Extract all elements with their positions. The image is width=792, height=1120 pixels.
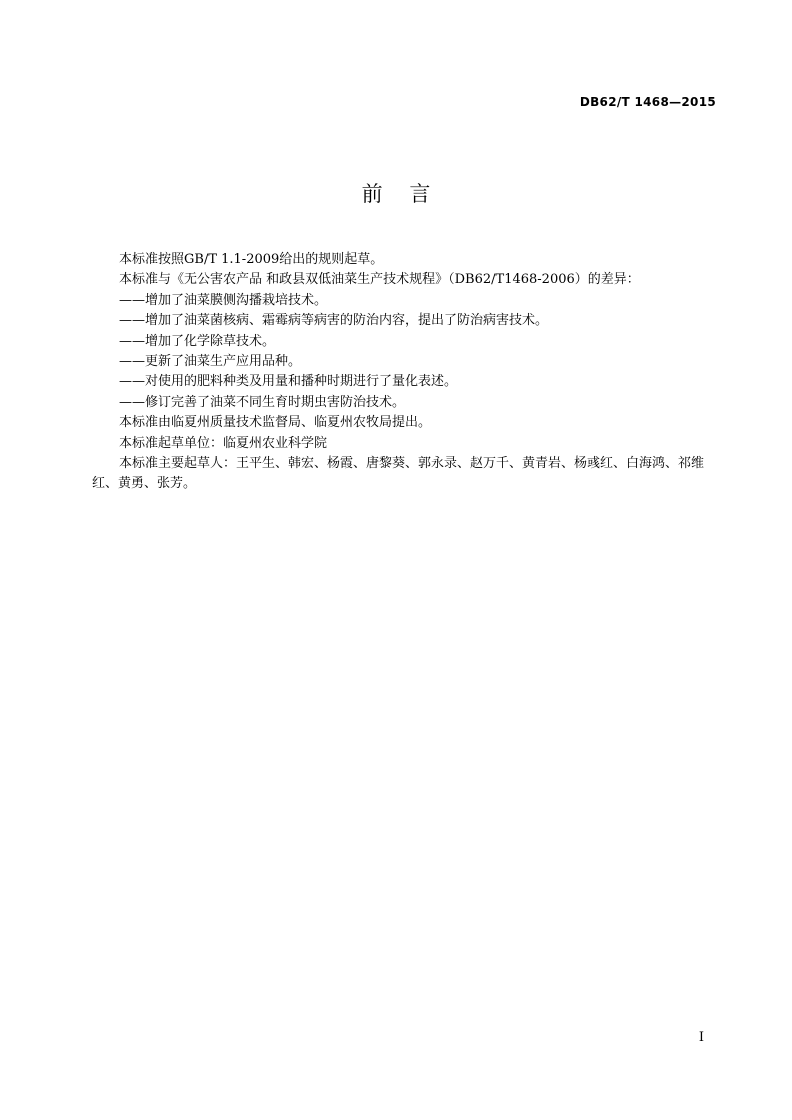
paragraph-drafters: 本标准主要起草人：王平生、韩宏、杨霞、唐黎葵、郭永录、赵万千、黄青岩、杨彧红、白海鸿、祁维红、黄勇、张芳。 bbox=[92, 456, 705, 492]
foreword-body bbox=[92, 250, 720, 495]
paragraph-drafting-unit: 本标准起草单位：临夏州农业科学院 bbox=[119, 435, 328, 451]
paragraph-proposer: 本标准由临夏州质量技术监督局、临夏州农牧局提出。 bbox=[119, 415, 432, 431]
page-title: 前 言 bbox=[361, 182, 431, 206]
list-item-pest-control: ——修订完善了油菜不同生育时期虫害防治技术。 bbox=[119, 394, 406, 410]
paragraph-differences-intro: 本标准与《无公害农产品 和政县双低油菜生产技术规程》（DB62/T1468-2006）的差异： bbox=[119, 272, 640, 288]
paragraph-drafting-rules: 本标准按照GB/T 1.1-2009给出的规则起草。 bbox=[119, 252, 384, 267]
list-item-film-furrow: ——增加了油菜膜侧沟播栽培技术。 bbox=[119, 292, 328, 308]
page-number: I bbox=[698, 1030, 704, 1045]
document-code: DB62/T 1468—2015 bbox=[579, 95, 716, 109]
list-item-fertilizer: ——对使用的肥料种类及用量和播种时期进行了量化表述。 bbox=[119, 374, 458, 390]
list-item-varieties: ——更新了油菜生产应用品种。 bbox=[119, 354, 302, 370]
list-item-disease-control: ——增加了油菜菌核病、霜霉病等病害的防治内容，提出了防治病害技术。 bbox=[119, 313, 549, 329]
list-item-chemical-weeding: ——增加了化学除草技术。 bbox=[119, 333, 276, 349]
